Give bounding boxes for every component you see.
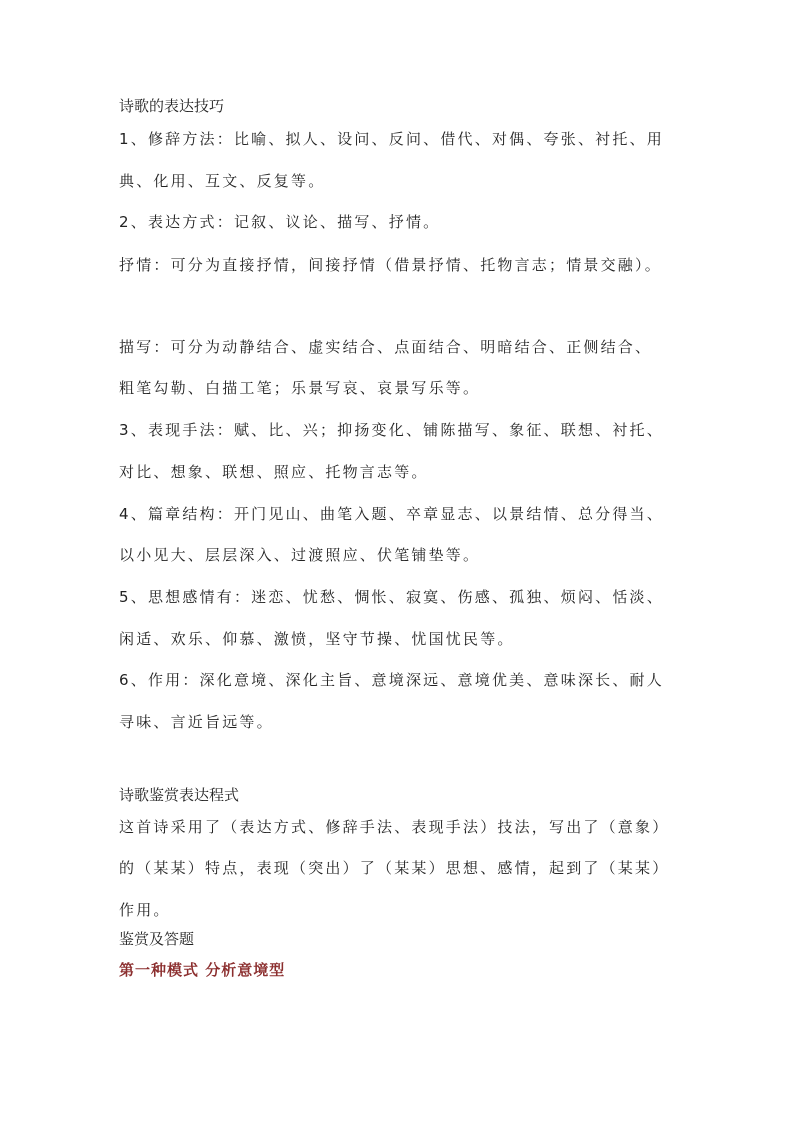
item-1-line-2: 典、化用、互文、反复等。 (119, 172, 326, 190)
item-2-line-1: 2、表达方式：记叙、议论、描写、抒情。 (119, 213, 441, 231)
item-1-line-1: 1、修辞方法：比喻、拟人、设问、反问、借代、对偶、夸张、衬托、用 (119, 130, 664, 148)
item-5-line-1: 5、思想感情有：迷恋、忧愁、惆怅、寂寞、伤感、孤独、烦闷、恬淡、 (119, 588, 664, 606)
mode-1-title: 第一种模式 分析意境型 (119, 961, 286, 979)
lyric-line: 抒情：可分为直接抒情，间接抒情（借景抒情、托物言志；情景交融）。 (119, 256, 662, 274)
item-3-line-2: 对比、想象、联想、照应、托物言志等。 (119, 463, 429, 481)
item-3-line-1: 3、表现手法：赋、比、兴；抑扬变化、铺陈描写、象征、联想、衬托、 (119, 421, 664, 439)
item-6-line-2: 寻味、言近旨远等。 (119, 713, 274, 731)
formula-line-2: 的（某某）特点，表现（突出）了（某某）思想、感情，起到了（某某） (119, 859, 670, 877)
description-line-2: 粗笔勾勒、白描工笔；乐景写哀、哀景写乐等。 (119, 379, 481, 397)
item-4-line-2: 以小见大、层层深入、过渡照应、伏笔铺垫等。 (119, 546, 481, 564)
formula-line-1: 这首诗采用了（表达方式、修辞手法、表现手法）技法，写出了（意象） (119, 818, 670, 836)
item-5-line-2: 闲适、欢乐、仰慕、激愤，坚守节操、忧国忧民等。 (119, 630, 515, 648)
description-line-1: 描写：可分为动静结合、虚实结合、点面结合、明暗结合、正侧结合、 (119, 338, 653, 356)
section-title-appreciation-formula: 诗歌鉴赏表达程式 (119, 786, 240, 804)
item-4-line-1: 4、篇章结构：开门见山、曲笔入题、卒章显志、以景结情、总分得当、 (119, 505, 664, 523)
section-title-techniques: 诗歌的表达技巧 (119, 97, 225, 115)
formula-line-3: 作用。 (119, 901, 171, 919)
item-6-line-1: 6、作用：深化意境、深化主旨、意境深远、意境优美、意味深长、耐人 (119, 671, 664, 689)
section-title-answering: 鉴赏及答题 (119, 930, 195, 948)
